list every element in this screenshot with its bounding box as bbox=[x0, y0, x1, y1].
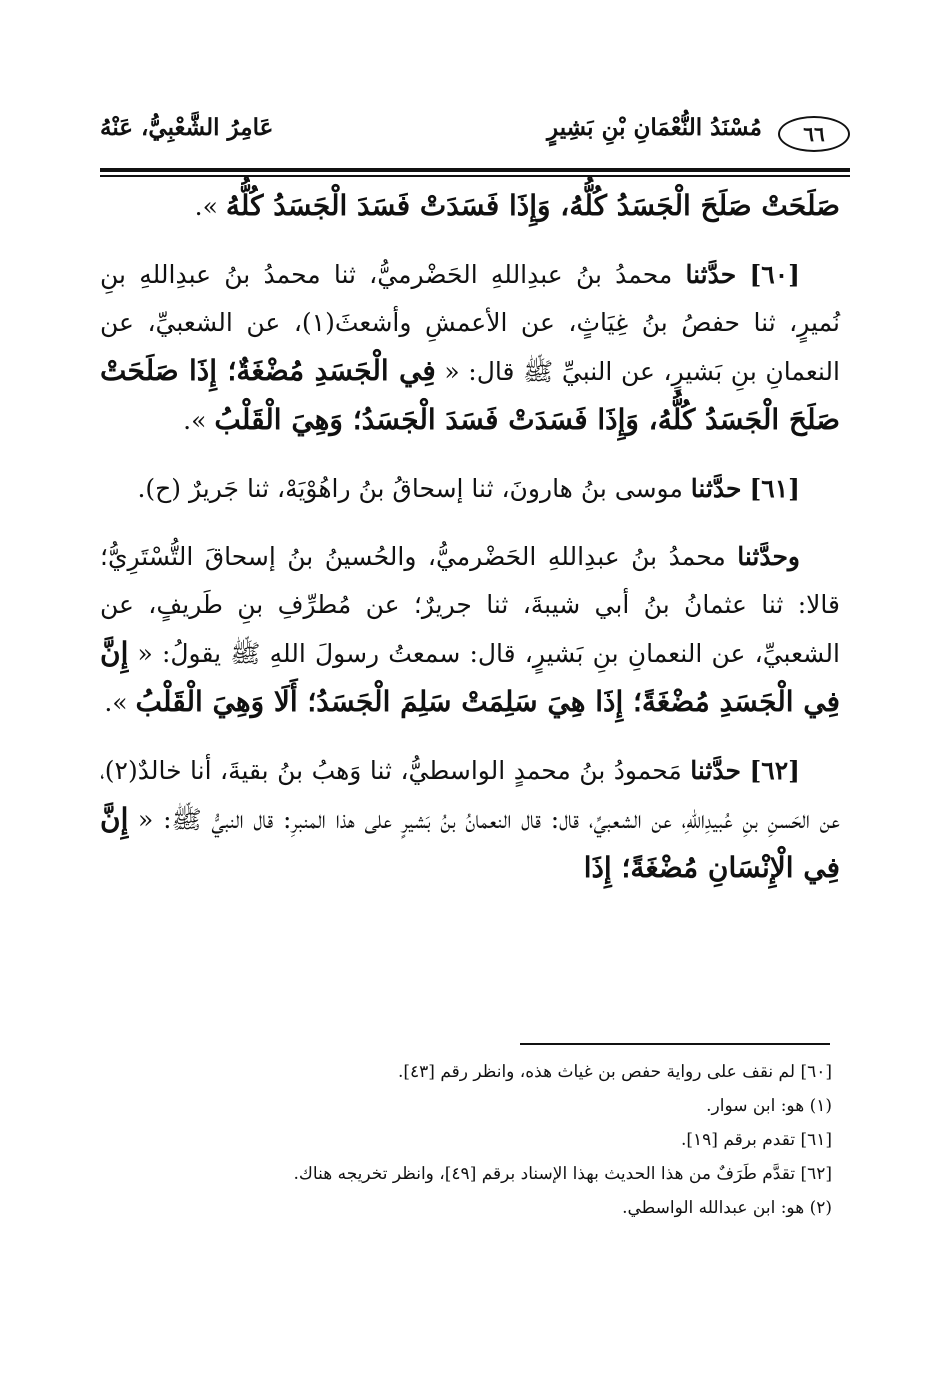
hadith-text: صَلَحَتْ صَلَحَ الْجَسَدُ كُلُّهُ، وَإِذَا فَسَدَتْ فَسَدَ الْجَسَدُ كُلُّهُ bbox=[225, 189, 840, 222]
footnote: [٦٠] لم نقف على رواية حفص بن غياث هذه، وانظر رقم [٤٣]. bbox=[397, 1062, 832, 1082]
hadith-text: فِي الْجَسَدِ مُضْغَةٌ؛ إِذَا صَلَحَتْ صَلَحَ الْجَسَدُ كُلُّهُ، وَإِذَا فَسَدَتْ فَسَدَ الْجَسَدُ؛ وَهِيَ الْقَلْبُ bbox=[100, 354, 840, 436]
footnote: (١) هو: ابن سوار. bbox=[706, 1096, 832, 1116]
header-rule-thin bbox=[100, 175, 850, 177]
narration-lead: حدَّثنا bbox=[690, 756, 741, 785]
isnad-text: محمدُ بنُ عبدِاللهِ الحَضْرميُّ، ثنا محمدُ بنُ عبدِاللهِ بنِ نُميرٍ، ثنا حفصُ بنُ غِيَاثٍ، عن الأعمشِ وأشعثَ(١)، عن الشعبيِّ، عن النعمانِ بنِ بَشيرٍ، عن النبيِّ ﷺ قال: « bbox=[100, 260, 840, 386]
quote-close: ». bbox=[104, 688, 136, 717]
footnote: [٦١] تقدم برقم [١٩]. bbox=[680, 1130, 832, 1150]
paragraph bbox=[100, 182, 840, 231]
isnad-text: مَحمودُ بنُ محمدٍ الواسطيُّ، ثنا وَهبُ بنُ بقيةَ، أنا خالدٌ(٢)، عن الحَسنِ بنِ عُبيدِاللهِ، عن الشعبيِّ، قال: قال النعمانُ بنُ بَشيرٍ على هذا المنبرِ: قال النبيُّ ﷺ: « bbox=[100, 756, 840, 834]
running-title-right: مُسْنَدُ النُّعْمَانِ بْنِ بَشِيرٍ bbox=[547, 114, 762, 141]
hadith-text: إِنَّ فِي الْإِنْسَانِ مُضْغَةً؛ إِذَا bbox=[100, 802, 840, 884]
hadith-text: إِنَّ فِي الْجَسَدِ مُضْغَةً؛ إِذَا هِيَ سَلِمَتْ سَلِمَ الْجَسَدُ؛ أَلَا وَهِيَ الْقَلْبُ bbox=[100, 636, 840, 718]
narration-lead: حدَّثنا bbox=[685, 260, 737, 289]
footnote-separator bbox=[520, 1043, 830, 1045]
footnote: [٦٢] تقدَّم طَرَفٌ من هذا الحديث بهذا الإسناد برقم [٤٩]، وانظر تخريجه هناك. bbox=[293, 1164, 832, 1184]
hadith-number: [٦٢] bbox=[749, 756, 800, 785]
quote-close: ». bbox=[194, 192, 226, 221]
paragraph bbox=[100, 465, 840, 513]
paragraph bbox=[100, 747, 840, 893]
isnad-text: موسى بنُ هارونَ، ثنا إسحاقُ بنُ راهُوْيَهْ، ثنا جَريرٌ (ح). bbox=[137, 474, 691, 503]
quote-close: ». bbox=[183, 406, 215, 435]
running-title-left: عَامِرُ الشَّعْبِيُّ، عَنْهُ bbox=[100, 114, 274, 141]
isnad-text: محمدُ بنُ عبدِاللهِ الحَضْرميُّ، والحُسينُ بنُ إسحاقَ التُّسْتَرِيُّ؛ قالا: ثنا عثمانُ بنُ أبي شيبةَ، ثنا جريرٌ؛ عن مُطرِّفِ بنِ طَريفٍ، عن الشعبيِّ، عن النعمانِ بنِ بَشيرٍ، قال: سمعتُ رسولَ اللهِ ﷺ يقولُ: « bbox=[100, 542, 840, 668]
narration-lead: حدَّثنا bbox=[690, 474, 742, 503]
main-text bbox=[100, 182, 840, 913]
hadith-number: [٦١] bbox=[749, 474, 800, 503]
footnotes bbox=[100, 1055, 832, 1225]
header-rule-thick bbox=[100, 168, 850, 172]
hadith-number: [٦٠] bbox=[749, 260, 800, 289]
footnote: (٢) هو: ابن عبدالله الواسطي. bbox=[622, 1198, 832, 1218]
page-header bbox=[100, 100, 850, 170]
page-number: ٦٦ bbox=[778, 116, 850, 152]
paragraph bbox=[100, 533, 840, 727]
narration-lead: وحدَّثنا bbox=[737, 542, 800, 571]
paragraph bbox=[100, 251, 840, 445]
